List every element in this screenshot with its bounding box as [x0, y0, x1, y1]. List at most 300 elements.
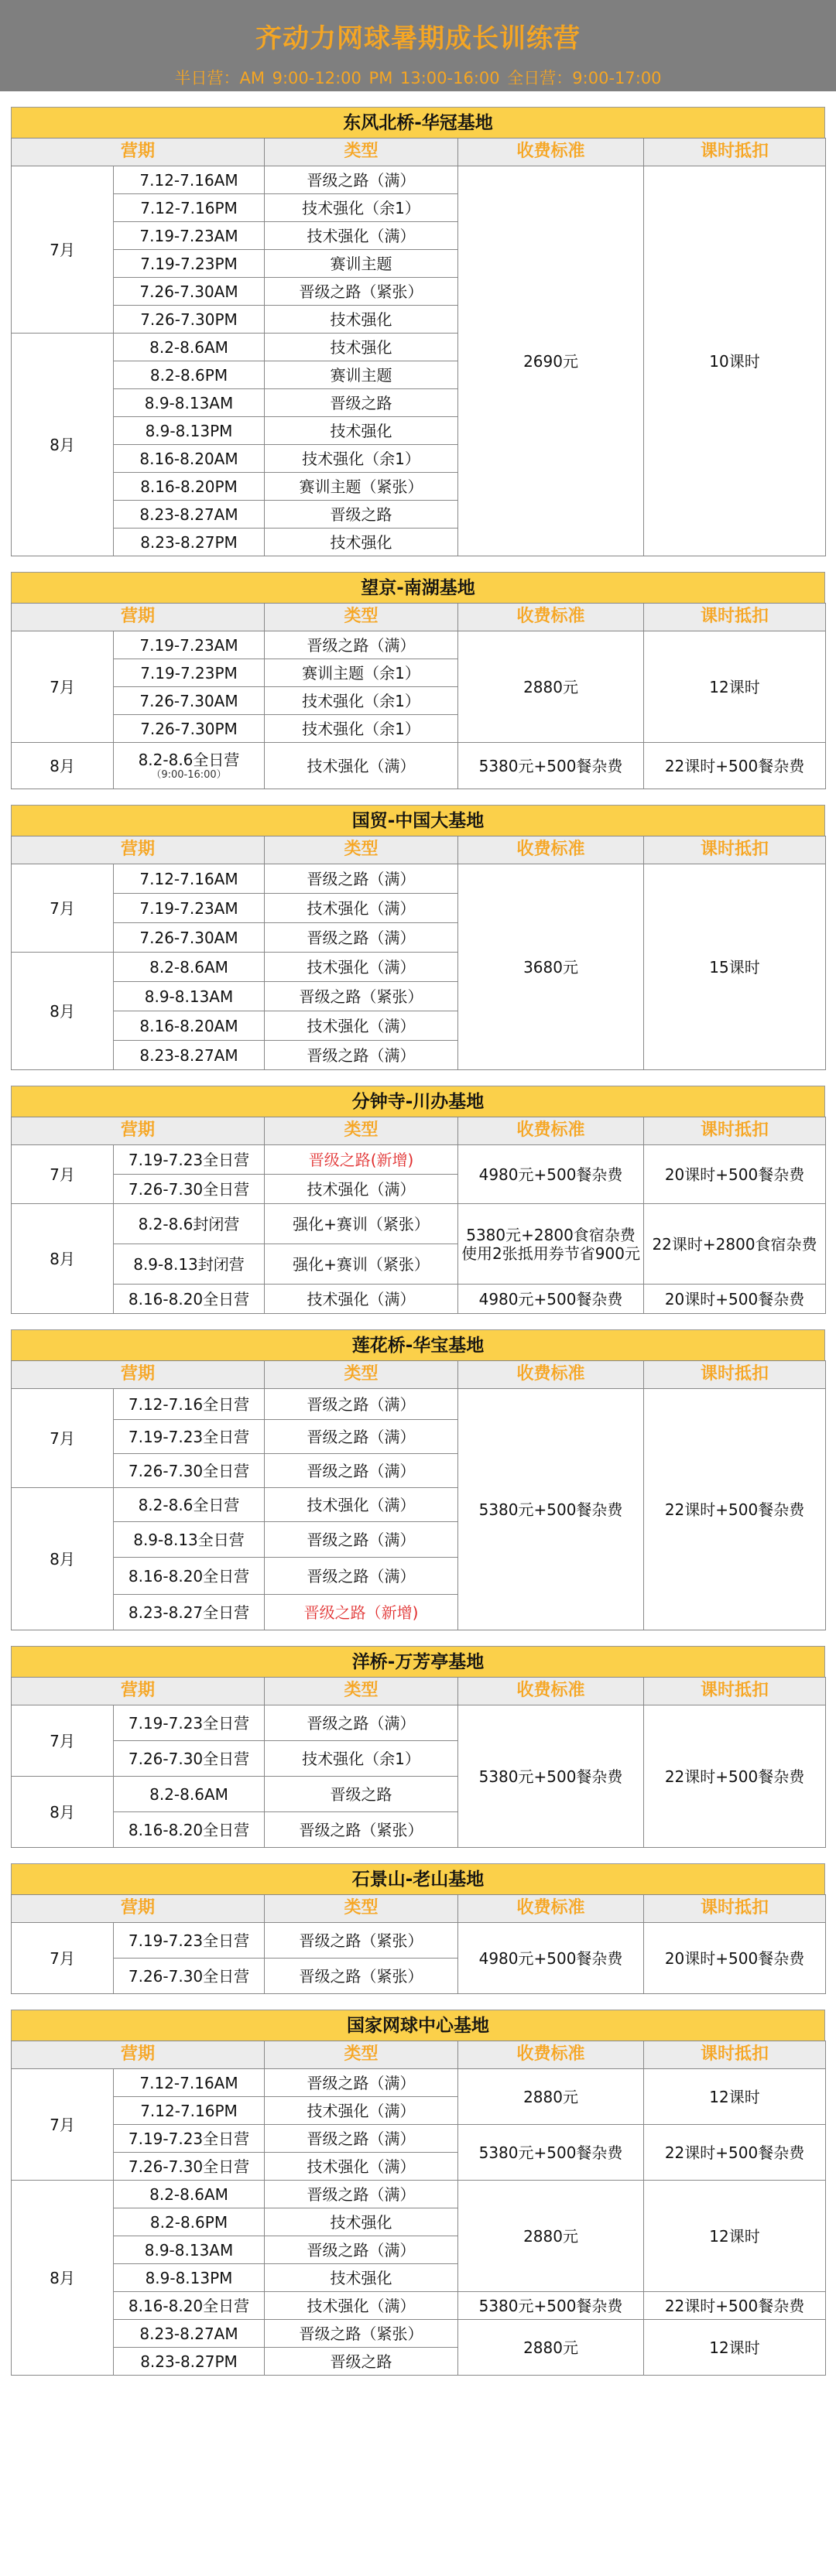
column-header-period: 营期 — [12, 1117, 265, 1145]
date-text: 7.12-7.16AM — [139, 869, 238, 888]
date-text: 8.16-8.20全日营 — [128, 1820, 250, 1839]
date-text: 8.2-8.6全日营 — [138, 1495, 240, 1514]
type-cell: 赛训主题 — [265, 250, 458, 278]
column-header-row — [12, 836, 826, 864]
column-header-fee: 收费标准 — [458, 1117, 644, 1145]
type-cell: 技术强化（余1） — [265, 1741, 458, 1777]
type-cell: 晋级之路（满） — [265, 864, 458, 894]
date-text: 8.23-8.27全日营 — [128, 1603, 250, 1622]
date-cell — [114, 2208, 265, 2236]
month-cell: 7月 — [12, 1145, 114, 1204]
date-text: 8.16-8.20PM — [140, 477, 238, 496]
date-cell — [114, 659, 265, 687]
date-text: 8.9-8.13封闭营 — [133, 1254, 245, 1274]
type-cell: 晋级之路（满） — [265, 1420, 458, 1454]
month-cell: 8月 — [12, 1488, 114, 1630]
date-text: 8.16-8.20全日营 — [128, 1289, 250, 1309]
date-cell — [114, 334, 265, 361]
column-header-credit: 课时抵扣 — [644, 836, 826, 864]
date-note: （9:00-16:00） — [151, 768, 227, 781]
section-title: 莲花桥-华宝基地 — [11, 1329, 825, 1360]
table-row — [12, 1389, 826, 1420]
fee-cell: 4980元+500餐杂费 — [458, 1285, 644, 1314]
date-cell — [114, 1488, 265, 1522]
spacer — [0, 1070, 836, 1086]
date-cell — [114, 473, 265, 501]
spacer — [0, 1314, 836, 1329]
section-title: 石景山-老山基地 — [11, 1863, 825, 1894]
date-text: 7.26-7.30AM — [139, 928, 238, 947]
date-cell — [114, 715, 265, 743]
credit-cell: 12课时 — [644, 2181, 826, 2292]
type-cell: 技术强化（满） — [265, 953, 458, 982]
column-header-row — [12, 604, 826, 631]
table-row — [12, 2292, 826, 2320]
fee-cell: 5380元+2800食宿杂费 使用2张抵用券节省900元 — [458, 1204, 644, 1285]
date-text: 8.16-8.20全日营 — [128, 2296, 250, 2315]
fee-cell: 2880元 — [458, 2069, 644, 2125]
type-cell: 晋级之路 — [265, 1777, 458, 1812]
schedule-table — [11, 1894, 826, 1994]
column-header-type: 类型 — [265, 1117, 458, 1145]
spacer — [0, 1630, 836, 1646]
type-cell: 赛训主题 — [265, 361, 458, 389]
date-text: 7.26-7.30全日营 — [128, 1461, 250, 1480]
credit-cell: 22课时+500餐杂费 — [644, 1389, 826, 1630]
spacer — [0, 556, 836, 572]
date-cell — [114, 1244, 265, 1285]
date-cell — [114, 222, 265, 250]
column-header-period: 营期 — [12, 1895, 265, 1923]
date-text: 7.19-7.23AM — [139, 635, 238, 655]
date-text: 8.23-8.27PM — [140, 2352, 238, 2371]
column-header-period: 营期 — [12, 1678, 265, 1705]
date-text: 8.2-8.6AM — [149, 2184, 228, 2204]
date-cell — [114, 166, 265, 194]
date-cell — [114, 250, 265, 278]
column-header-row — [12, 139, 826, 166]
date-text: 7.26-7.30全日营 — [128, 2157, 250, 2176]
date-text: 8.2-8.6AM — [149, 1784, 228, 1804]
fee-cell: 3680元 — [458, 864, 644, 1070]
date-cell — [114, 501, 265, 529]
schedule-table — [11, 1360, 826, 1630]
column-header-credit: 课时抵扣 — [644, 2041, 826, 2069]
date-cell — [114, 278, 265, 306]
date-cell — [114, 743, 265, 789]
type-cell: 技术强化（满） — [265, 1285, 458, 1314]
month-cell: 7月 — [12, 864, 114, 953]
fee-cell: 2880元 — [458, 2181, 644, 2292]
column-header-type: 类型 — [265, 1895, 458, 1923]
column-header-type: 类型 — [265, 604, 458, 631]
date-text: 8.16-8.20AM — [139, 1016, 238, 1035]
date-cell — [114, 2153, 265, 2181]
section-title: 国家网球中心基地 — [11, 2010, 825, 2041]
date-text: 8.9-8.13全日营 — [133, 1530, 245, 1549]
type-cell: 晋级之路（满） — [265, 2069, 458, 2097]
table-row — [12, 1705, 826, 1741]
date-text: 7.19-7.23全日营 — [128, 1427, 250, 1446]
type-cell: 技术强化（满） — [265, 2153, 458, 2181]
column-header-credit: 课时抵扣 — [644, 1678, 826, 1705]
date-cell — [114, 1454, 265, 1488]
type-cell: 技术强化（满） — [265, 743, 458, 789]
month-cell: 8月 — [12, 1777, 114, 1848]
date-text: 7.19-7.23AM — [139, 226, 238, 245]
date-text: 7.19-7.23全日营 — [128, 2129, 250, 2148]
month-cell: 8月 — [12, 2181, 114, 2376]
date-text: 7.26-7.30全日营 — [128, 1966, 250, 1986]
type-cell: 技术强化（余1） — [265, 445, 458, 473]
column-header-row — [12, 1678, 826, 1705]
column-header-period: 营期 — [12, 1361, 265, 1389]
column-header-type: 类型 — [265, 1361, 458, 1389]
type-cell: 技术强化（余1） — [265, 715, 458, 743]
column-header-type: 类型 — [265, 2041, 458, 2069]
date-text: 8.16-8.20全日营 — [128, 1566, 250, 1586]
column-header-period: 营期 — [12, 139, 265, 166]
credit-cell: 12课时 — [644, 2320, 826, 2376]
table-row — [12, 1923, 826, 1959]
table-row — [12, 2125, 826, 2153]
date-cell — [114, 1923, 265, 1959]
type-cell: 技术强化（满） — [265, 1175, 458, 1204]
column-header-credit: 课时抵扣 — [644, 1117, 826, 1145]
column-header-period: 营期 — [12, 2041, 265, 2069]
date-text: 8.2-8.6PM — [149, 2212, 228, 2232]
date-text: 7.19-7.23全日营 — [128, 1931, 250, 1950]
date-cell — [114, 953, 265, 982]
date-cell — [114, 389, 265, 417]
credit-cell: 22课时+2800食宿杂费 — [644, 1204, 826, 1285]
type-cell: 晋级之路（紧张） — [265, 2320, 458, 2348]
date-cell — [114, 194, 265, 222]
type-cell: 技术强化 — [265, 417, 458, 445]
date-cell — [114, 1389, 265, 1420]
type-cell: 晋级之路（满） — [265, 1454, 458, 1488]
date-cell — [114, 1959, 265, 1994]
type-cell: 技术强化（余1） — [265, 194, 458, 222]
base-section — [11, 572, 825, 789]
date-cell — [114, 2320, 265, 2348]
date-cell — [114, 445, 265, 473]
date-cell — [114, 1705, 265, 1741]
type-cell: 强化+赛训（紧张） — [265, 1244, 458, 1285]
date-cell — [114, 529, 265, 556]
date-cell — [114, 1741, 265, 1777]
base-section — [11, 107, 825, 556]
column-header-type: 类型 — [265, 1678, 458, 1705]
table-row — [12, 864, 826, 894]
date-text: 7.19-7.23全日营 — [128, 1713, 250, 1733]
type-cell: 技术强化（满） — [265, 894, 458, 923]
type-cell: 技术强化 — [265, 334, 458, 361]
date-cell — [114, 306, 265, 334]
date-cell — [114, 2097, 265, 2125]
date-cell — [114, 2069, 265, 2097]
column-header-credit: 课时抵扣 — [644, 604, 826, 631]
month-cell: 8月 — [12, 743, 114, 789]
month-cell: 7月 — [12, 2069, 114, 2181]
credit-cell: 22课时+500餐杂费 — [644, 2125, 826, 2181]
section-title: 国贸-中国大基地 — [11, 805, 825, 836]
date-cell — [114, 687, 265, 715]
date-cell — [114, 361, 265, 389]
date-cell — [114, 1522, 265, 1558]
table-row — [12, 1285, 826, 1314]
month-cell: 7月 — [12, 631, 114, 743]
date-cell — [114, 1558, 265, 1595]
date-text: 8.2-8.6AM — [149, 337, 228, 357]
type-cell: 晋级之路（紧张） — [265, 1812, 458, 1848]
table-row — [12, 743, 826, 789]
column-header-fee: 收费标准 — [458, 1678, 644, 1705]
type-cell: 晋级之路（紧张） — [265, 1959, 458, 1994]
date-cell — [114, 1175, 265, 1204]
table-row — [12, 2320, 826, 2348]
type-cell: 晋级之路（满） — [265, 2181, 458, 2208]
fee-cell: 4980元+500餐杂费 — [458, 1923, 644, 1994]
page-header — [0, 0, 836, 91]
fee-cell: 2690元 — [458, 166, 644, 556]
column-header-credit: 课时抵扣 — [644, 1361, 826, 1389]
fee-cell: 4980元+500餐杂费 — [458, 1145, 644, 1204]
type-cell: 晋级之路（满） — [265, 2236, 458, 2264]
type-cell: 技术强化（满） — [265, 2097, 458, 2125]
date-cell — [114, 1812, 265, 1848]
credit-cell: 12课时 — [644, 2069, 826, 2125]
type-cell: 晋级之路(新增) — [265, 1145, 458, 1175]
spacer — [0, 789, 836, 805]
date-cell — [114, 2125, 265, 2153]
type-cell: 晋级之路（满） — [265, 631, 458, 659]
spacer — [0, 1848, 836, 1863]
date-cell — [114, 1011, 265, 1041]
type-cell: 晋级之路（满） — [265, 166, 458, 194]
date-cell — [114, 1777, 265, 1812]
column-header-row — [12, 1117, 826, 1145]
base-section — [11, 2010, 825, 2376]
base-section — [11, 1646, 825, 1848]
date-text: 7.12-7.16全日营 — [128, 1394, 250, 1414]
credit-cell: 22课时+500餐杂费 — [644, 1705, 826, 1848]
type-cell: 技术强化（余1） — [265, 687, 458, 715]
fee-cell: 2880元 — [458, 631, 644, 743]
fee-cell: 5380元+500餐杂费 — [458, 2292, 644, 2320]
page-subtitle: 半日营：AM 9:00-12:00 PM 13:00-16:00 全日营：9:00-17:00 — [174, 69, 662, 87]
base-section — [11, 1329, 825, 1630]
type-cell: 技术强化（满） — [265, 1488, 458, 1522]
type-cell: 晋级之路（满） — [265, 1041, 458, 1070]
date-text: 7.19-7.23AM — [139, 898, 238, 918]
date-cell — [114, 2181, 265, 2208]
schedule-table — [11, 1677, 826, 1848]
column-header-credit: 课时抵扣 — [644, 139, 826, 166]
table-row — [12, 2069, 826, 2097]
date-text: 7.12-7.16AM — [139, 170, 238, 190]
column-header-period: 营期 — [12, 604, 265, 631]
date-cell — [114, 1041, 265, 1070]
date-text: 8.2-8.6全日营 — [138, 750, 240, 769]
table-row — [12, 631, 826, 659]
column-header-row — [12, 2041, 826, 2069]
date-text: 8.9-8.13PM — [145, 2268, 233, 2287]
date-text: 8.9-8.13AM — [144, 393, 234, 412]
schedule-table — [11, 836, 826, 1070]
date-cell — [114, 417, 265, 445]
section-title: 东风北桥-华冠基地 — [11, 107, 825, 138]
date-text: 7.19-7.23PM — [140, 254, 238, 273]
date-cell — [114, 1420, 265, 1454]
type-cell: 技术强化（满） — [265, 1011, 458, 1041]
month-cell: 7月 — [12, 1923, 114, 1994]
date-text: 8.2-8.6封闭营 — [138, 1214, 240, 1233]
date-text: 7.26-7.30全日营 — [128, 1179, 250, 1199]
type-cell: 晋级之路（紧张） — [265, 1923, 458, 1959]
column-header-fee: 收费标准 — [458, 1361, 644, 1389]
table-row — [12, 2181, 826, 2208]
schedule-table — [11, 1117, 826, 1314]
date-text: 8.9-8.13PM — [145, 421, 233, 440]
date-text: 8.23-8.27PM — [140, 532, 238, 552]
date-text: 7.12-7.16AM — [139, 2073, 238, 2092]
base-section — [11, 1863, 825, 1994]
fee-cell: 5380元+500餐杂费 — [458, 1389, 644, 1630]
fee-cell: 5380元+500餐杂费 — [458, 2125, 644, 2181]
sections-container — [0, 107, 836, 2376]
credit-cell: 22课时+500餐杂费 — [644, 2292, 826, 2320]
month-cell: 8月 — [12, 953, 114, 1070]
type-cell: 晋级之路（满） — [265, 1558, 458, 1595]
type-cell: 晋级之路（满） — [265, 1705, 458, 1741]
column-header-fee: 收费标准 — [458, 836, 644, 864]
section-title: 望京-南湖基地 — [11, 572, 825, 603]
date-cell — [114, 1204, 265, 1244]
type-cell: 晋级之路（紧张） — [265, 982, 458, 1011]
credit-cell: 20课时+500餐杂费 — [644, 1285, 826, 1314]
date-text: 7.26-7.30AM — [139, 282, 238, 301]
credit-cell: 20课时+500餐杂费 — [644, 1145, 826, 1204]
type-cell: 技术强化 — [265, 306, 458, 334]
date-text: 7.19-7.23全日营 — [128, 1150, 250, 1169]
credit-cell: 10课时 — [644, 166, 826, 556]
base-section — [11, 805, 825, 1070]
date-cell — [114, 864, 265, 894]
date-text: 8.2-8.6PM — [149, 365, 228, 385]
date-text: 8.23-8.27AM — [139, 505, 238, 524]
date-text: 7.19-7.23PM — [140, 663, 238, 682]
date-cell — [114, 894, 265, 923]
date-cell — [114, 1285, 265, 1314]
type-cell: 技术强化（满） — [265, 222, 458, 250]
type-cell: 晋级之路 — [265, 2348, 458, 2376]
type-cell: 晋级之路（满） — [265, 2125, 458, 2153]
table-row — [12, 1145, 826, 1175]
type-cell: 晋级之路（新增) — [265, 1595, 458, 1630]
type-cell: 强化+赛训（紧张） — [265, 1204, 458, 1244]
column-header-period: 营期 — [12, 836, 265, 864]
date-cell — [114, 923, 265, 953]
fee-cell: 5380元+500餐杂费 — [458, 743, 644, 789]
date-cell — [114, 631, 265, 659]
type-cell: 技术强化 — [265, 2264, 458, 2292]
column-header-fee: 收费标准 — [458, 139, 644, 166]
date-text: 8.16-8.20AM — [139, 449, 238, 468]
column-header-fee: 收费标准 — [458, 2041, 644, 2069]
fee-cell: 5380元+500餐杂费 — [458, 1705, 644, 1848]
date-text: 8.2-8.6AM — [149, 957, 228, 977]
date-cell — [114, 2264, 265, 2292]
fee-cell: 2880元 — [458, 2320, 644, 2376]
schedule-table — [11, 2041, 826, 2376]
type-cell: 技术强化 — [265, 2208, 458, 2236]
date-text: 7.26-7.30全日营 — [128, 1749, 250, 1768]
type-cell: 赛训主题（紧张） — [265, 473, 458, 501]
date-text: 8.9-8.13AM — [144, 987, 234, 1006]
month-cell: 7月 — [12, 166, 114, 334]
table-row — [12, 166, 826, 194]
type-cell: 晋级之路 — [265, 389, 458, 417]
date-cell — [114, 2348, 265, 2376]
column-header-row — [12, 1361, 826, 1389]
spacer — [0, 91, 836, 107]
column-header-row — [12, 1895, 826, 1923]
date-text: 8.23-8.27AM — [139, 2324, 238, 2343]
date-text: 8.9-8.13AM — [144, 2240, 234, 2260]
page-title: 齐动力网球暑期成长训练营 — [255, 23, 581, 54]
schedule-table — [11, 603, 826, 789]
date-cell — [114, 2236, 265, 2264]
date-cell — [114, 1595, 265, 1630]
type-cell: 晋级之路 — [265, 501, 458, 529]
month-cell: 8月 — [12, 334, 114, 556]
base-section — [11, 1086, 825, 1314]
type-cell: 赛训主题（余1） — [265, 659, 458, 687]
credit-cell: 20课时+500餐杂费 — [644, 1923, 826, 1994]
column-header-credit: 课时抵扣 — [644, 1895, 826, 1923]
column-header-type: 类型 — [265, 139, 458, 166]
date-text: 7.26-7.30PM — [140, 310, 238, 329]
date-cell — [114, 982, 265, 1011]
spacer — [0, 1994, 836, 2010]
column-header-fee: 收费标准 — [458, 604, 644, 631]
date-text: 7.12-7.16PM — [140, 2101, 238, 2120]
section-title: 洋桥-万芳亭基地 — [11, 1646, 825, 1677]
type-cell: 晋级之路（满） — [265, 1522, 458, 1558]
date-text: 8.23-8.27AM — [139, 1045, 238, 1065]
date-cell — [114, 2292, 265, 2320]
column-header-fee: 收费标准 — [458, 1895, 644, 1923]
date-cell — [114, 1145, 265, 1175]
date-text: 7.26-7.30AM — [139, 691, 238, 710]
column-header-type: 类型 — [265, 836, 458, 864]
type-cell: 晋级之路（满） — [265, 1389, 458, 1420]
month-cell: 7月 — [12, 1705, 114, 1777]
type-cell: 晋级之路（紧张） — [265, 278, 458, 306]
schedule-table — [11, 138, 826, 556]
month-cell: 7月 — [12, 1389, 114, 1488]
date-text: 7.12-7.16PM — [140, 198, 238, 217]
credit-cell: 12课时 — [644, 631, 826, 743]
section-title: 分钟寺-川办基地 — [11, 1086, 825, 1117]
table-row — [12, 1204, 826, 1244]
date-text: 7.26-7.30PM — [140, 719, 238, 738]
month-cell: 8月 — [12, 1204, 114, 1314]
type-cell: 技术强化（满） — [265, 2292, 458, 2320]
type-cell: 晋级之路（满） — [265, 923, 458, 953]
type-cell: 技术强化 — [265, 529, 458, 556]
